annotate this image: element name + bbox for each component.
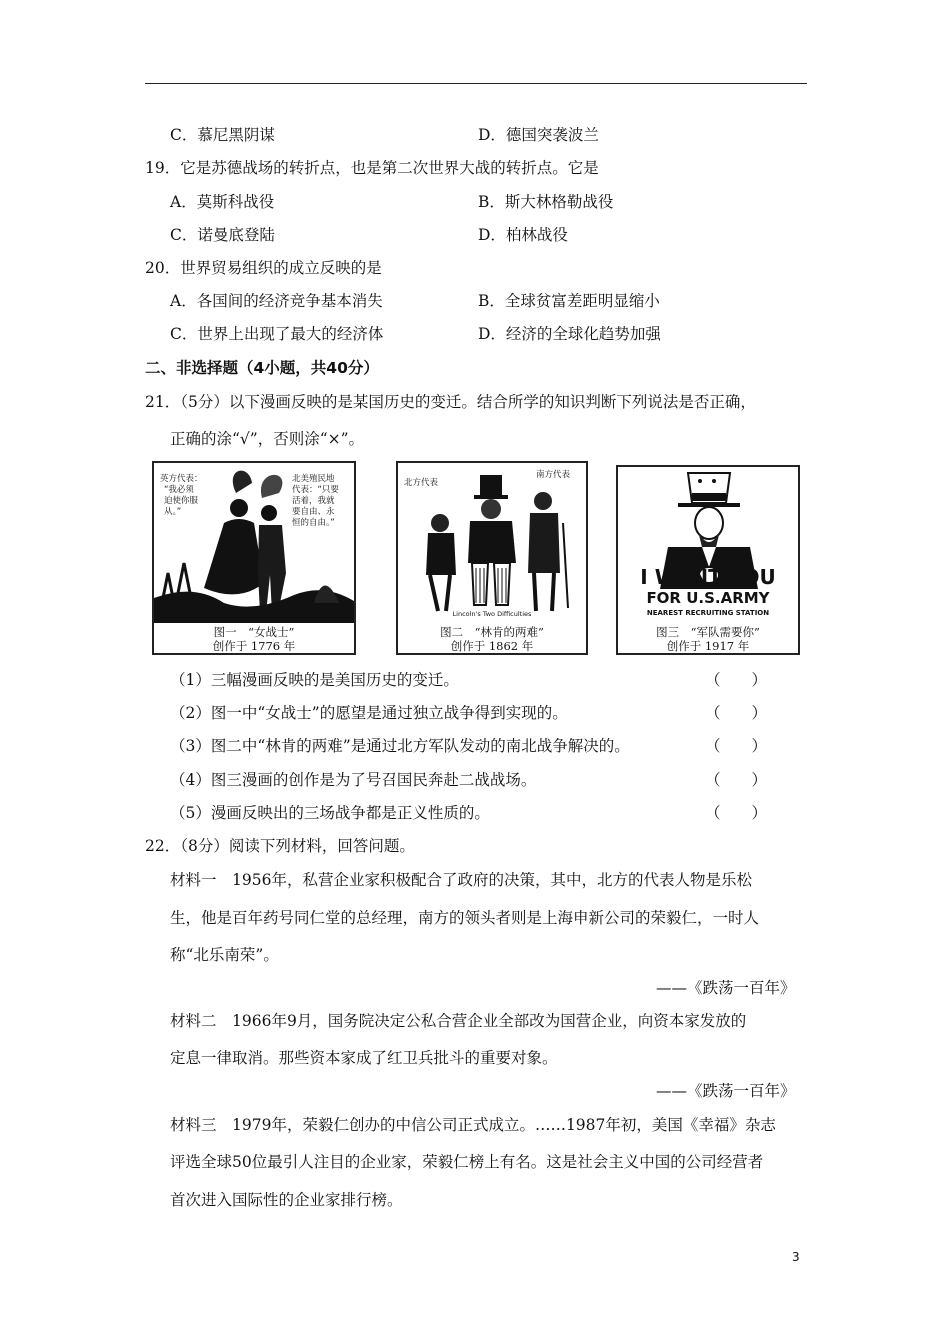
q21-item-1: （1）三幅漫画反映的是美国历史的变迁。 bbox=[170, 671, 459, 689]
q18-option-d: D．德国突袭波兰 bbox=[478, 126, 599, 144]
q22-material-1-line-3: 称“北乐南荣”。 bbox=[170, 946, 279, 964]
figure-1-illustration bbox=[154, 463, 354, 623]
q22-material-3-line-3: 首次进入国际性的企业家排行榜。 bbox=[170, 1191, 403, 1209]
q22-material-1-line-2: 生，他是百年药号同仁堂的总经理，南方的领头者则是上海申新公司的荣毅仁，一时人 bbox=[170, 909, 760, 927]
fig2-caption-year: 创作于 1862 年 bbox=[450, 639, 534, 653]
q20-option-c: C．世界上出现了最大的经济体 bbox=[170, 325, 384, 343]
fig1-left-text-1: 英方代表： bbox=[160, 474, 203, 484]
q21-item-4: （4）图三漫画的创作是为了号召国民奔赴二战战场。 bbox=[170, 771, 537, 789]
q21-item-5: （5）漫画反映出的三场战争都是正义性质的。 bbox=[170, 804, 490, 822]
q19-option-c: C．诺曼底登陆 bbox=[170, 226, 275, 244]
q21-stem-cont: 正确的涂“√”，否则涂“×”。 bbox=[170, 430, 365, 448]
q20-option-d: D．经济的全球化趋势加强 bbox=[478, 325, 661, 343]
fig1-right-text-3: 活着，我就 bbox=[292, 496, 335, 506]
fig1-right-text-5: 恒的自由。” bbox=[292, 518, 335, 528]
q21-stem: 21．（5分）以下漫画反映的是某国历史的变迁。结合所学的知识判断下列说法是否正确， bbox=[145, 393, 756, 411]
q22-material-2-line-1: 材料二 1966年9月，国务院决定公私合营企业全部改为国营企业，向资本家发放的 bbox=[170, 1012, 747, 1030]
fig1-right-text-4: 要自由、永 bbox=[292, 507, 335, 517]
q21-item-2: （2）图一中“女战士”的愿望是通过独立战争得到实现的。 bbox=[170, 704, 568, 722]
fig2-label-right: 南方代表 bbox=[536, 470, 571, 480]
q21-answer-5[interactable]: （ ） bbox=[705, 804, 768, 822]
q19-option-d: D．柏林战役 bbox=[478, 226, 568, 244]
q21-answer-1[interactable]: （ ） bbox=[705, 671, 768, 689]
q22-material-2-source: ——《跌荡一百年》 bbox=[656, 1082, 796, 1100]
fig1-right-text-2: 代表：“只要 bbox=[292, 485, 339, 495]
fig1-left-text-2: “我必须 bbox=[164, 485, 194, 495]
q22-material-1-line-1: 材料一 1956年，私营企业家积极配合了政府的决策，其中，北方的代表人物是乐松 bbox=[170, 871, 752, 889]
q21-item-3: （3）图二中“林肯的两难”是通过北方军队发动的南北战争解决的。 bbox=[170, 737, 630, 755]
q22-material-1-source: ——《跌荡一百年》 bbox=[656, 979, 796, 997]
figure-2-cartoon bbox=[396, 461, 588, 655]
figure-3-illustration bbox=[618, 467, 798, 623]
q22-material-3-line-1: 材料三 1979年，荣毅仁创办的中信公司正式成立。……1987年初，美国《幸福》杂志 bbox=[170, 1116, 776, 1134]
fig3-caption-year: 创作于 1917 年 bbox=[666, 639, 750, 653]
section-title: 二、非选择题（4小题，共40分） bbox=[145, 359, 379, 377]
q20-stem: 20．世界贸易组织的成立反映的是 bbox=[145, 259, 382, 277]
fig2-caption-title: 图二 “林肯的两难” bbox=[440, 625, 544, 639]
q21-answer-3[interactable]: （ ） bbox=[705, 737, 768, 755]
fig1-caption-title: 图一 “女战士” bbox=[213, 625, 295, 639]
fig3-caption-title: 图三 “军队需要你” bbox=[656, 625, 760, 639]
q20-option-b: B．全球贫富差距明显缩小 bbox=[478, 292, 660, 310]
q21-answer-4[interactable]: （ ） bbox=[705, 771, 768, 789]
q22-stem: 22．（8分）阅读下列材料，回答问题。 bbox=[145, 837, 415, 855]
fig3-poster-line1: I WANT YOU bbox=[640, 565, 776, 589]
q22-material-3-line-2: 评选全球50位最引人注目的企业家，荣毅仁榜上有名。这是社会主义中国的公司经营者 bbox=[170, 1153, 764, 1171]
header-rule bbox=[145, 83, 807, 84]
q21-answer-2[interactable]: （ ） bbox=[705, 704, 768, 722]
fig2-subtitle: Lincoln's Two Difficulties bbox=[452, 610, 532, 618]
q19-option-a: A．莫斯科战役 bbox=[170, 193, 275, 211]
fig1-caption-year: 创作于 1776 年 bbox=[212, 639, 296, 653]
fig1-right-text-1: 北美殖民地 bbox=[292, 474, 335, 484]
figure-1-cartoon bbox=[152, 461, 356, 655]
q22-material-2-line-2: 定息一律取消。那些资本家成了红卫兵批斗的重要对象。 bbox=[170, 1049, 558, 1067]
fig2-label-left: 北方代表 bbox=[404, 478, 439, 488]
fig3-poster-line2: FOR U.S.ARMY bbox=[646, 589, 770, 607]
q19-option-b: B．斯大林格勒战役 bbox=[478, 193, 614, 211]
q18-option-c: C．慕尼黑阴谋 bbox=[170, 126, 275, 144]
q19-stem: 19．它是苏德战场的转折点，也是第二次世界大战的转折点。它是 bbox=[145, 159, 599, 177]
fig1-left-text-3: 迫使你服 bbox=[164, 496, 199, 506]
figure-3-poster bbox=[616, 465, 800, 655]
fig1-left-text-4: 从。” bbox=[164, 507, 182, 517]
figure-2-illustration bbox=[398, 463, 586, 621]
page-number: 3 bbox=[792, 1250, 800, 1264]
fig3-poster-line3: NEAREST RECRUITING STATION bbox=[646, 609, 770, 617]
q20-option-a: A．各国间的经济竞争基本消失 bbox=[170, 292, 383, 310]
